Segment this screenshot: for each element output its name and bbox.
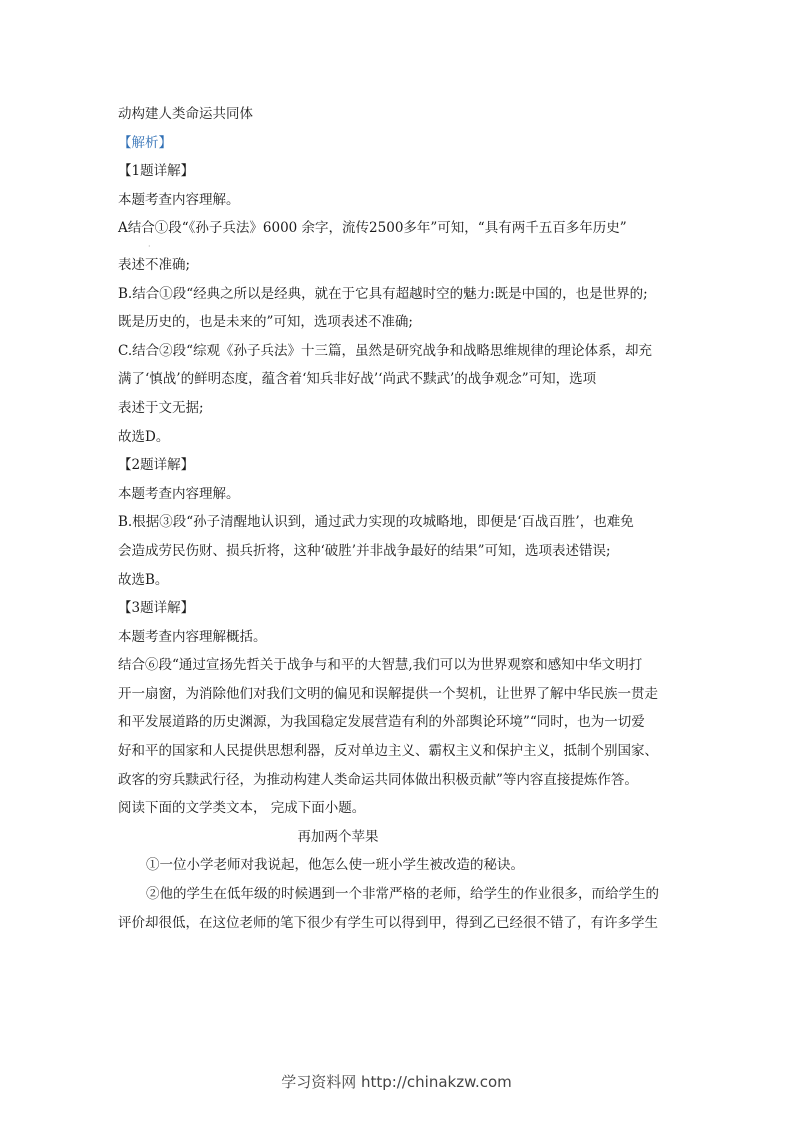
text-line: 故选B。 <box>118 571 169 588</box>
text-line: 评价却很低，在这位老师的笔下很少有学生可以得到甲，得到乙已经很不错了，有许多学生 <box>118 914 658 931</box>
text-line: 开一扇窗，为消除他们对我们文明的偏见和误解提供一个契机，让世界了解中华民族一贯走 <box>118 685 658 702</box>
text-line: 政客的穷兵黩武行径，为推动构建人类命运共同体做出积极贡献”等内容直接提炼作答。 <box>118 771 638 788</box>
paragraph-1: ①一位小学老师对我说起，他怎么使一班小学生被改造的秘诀。 <box>146 857 524 874</box>
text-line: 本题考查内容理解。 <box>118 191 240 208</box>
text-line: 结合⑥段“通过宣扬先哲关于战争与和平的大智慧,我们可以为世界观察和感知中华文明打 <box>118 657 643 674</box>
document-body <box>118 100 678 937</box>
text-line: B.结合①段“经典之所以是经典，就在于它具有超越时空的魅力:既是中国的，也是世界的; <box>118 285 648 302</box>
section-heading-q1: 【1题详解】 <box>118 163 195 180</box>
text-line: 好和平的国家和人民提供思想利器，反对单边主义、霸权主义和保护主义，抵制个别国家、 <box>118 743 658 760</box>
text-line: A结合①段“《孙子兵法》6000 余字，流传2500多年”可知，“具有两千五百多年历史” <box>118 220 627 237</box>
text-line: 表述于文无据; <box>118 399 204 416</box>
section-heading-q2: 【2题详解】 <box>118 457 195 474</box>
text-line: 满了‘慎战’的鲜明态度，蕴含着‘知兵非好战’‘尚武不黩武’的战争观念”可知，选项 <box>118 371 597 388</box>
section-heading-q3: 【3题详解】 <box>118 600 195 617</box>
text-line: C.结合②段“综观《孙子兵法》十三篇，虽然是研究战争和战略思维规律的理论体系，却充 <box>118 342 653 359</box>
text-line: 动构建人类命运共同体 <box>118 106 253 122</box>
text-line: B.根据③段“孙子清醒地认识到，通过武力实现的攻城略地，即便是‘百战百胜’，也难免 <box>118 514 634 531</box>
paragraph-2: ②他的学生在低年级的时候遇到一个非常严格的老师，给学生的作业很多，而给学生的 <box>146 886 659 903</box>
text-line: 会造成劳民伤财、损兵折将，这种‘破胜’并非战争最好的结果”可知，选项表述错误; <box>118 542 611 559</box>
text-line: 本题考查内容理解。 <box>118 485 240 502</box>
text-line: 本题考查内容理解概括。 <box>118 628 267 645</box>
story-title: 再加两个苹果 <box>297 828 379 845</box>
analysis-heading: 【解析】 <box>118 134 172 151</box>
text-line: 表述不准确; <box>118 256 191 273</box>
text-line: 故选D。 <box>118 428 170 445</box>
text-line: 阅读下面的文学类文本， 完成下面小题。 <box>118 800 366 817</box>
stray-mark: · <box>148 241 151 251</box>
footer-watermark: 学习资料网 http://chinakzw.com <box>281 1073 512 1091</box>
text-line: 和平发展道路的历史渊源，为我国稳定发展营造有利的外部舆论环境”“同时，也为一切爱 <box>118 714 645 731</box>
text-line: 既是历史的，也是未来的”可知，选项表述不准确; <box>118 314 413 331</box>
